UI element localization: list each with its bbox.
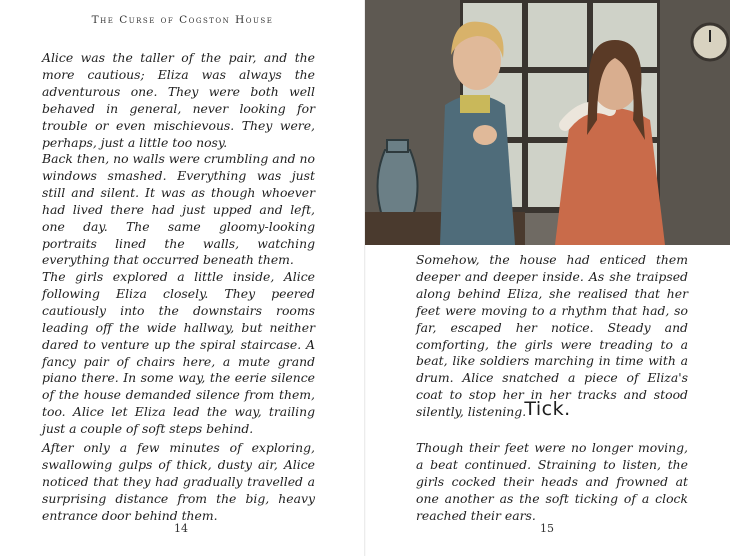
page-number-right: 15: [540, 522, 554, 535]
running-head: The Curse of Cogston House: [91, 14, 274, 26]
sound-word-tick: Tick.: [524, 398, 571, 420]
paragraph-2: Back then, no walls were crumbling and no windows smashed. Everything was just still and silent. It was as though whoever had lived there had just upped and left, one day. The same gloomy-looking portraits lined the walls, watching everything that occurred beneath them.: [42, 151, 315, 268]
illustration-two-girls-in-hallway: [365, 0, 730, 245]
paragraph-5: Somehow, the house had enticed them deeper and deeper inside. As she traipsed along behind Eliza, she realised that her feet were moving to a rhythm that had, so far, escaped her notice. Steady and comforting, the girls were treading to a beat, like soldiers marching in time with a drum. Alice snatched a piece of Eliza's coat to stop her in her tracks and stood silently, listening.: [416, 252, 688, 420]
page-number-left: 14: [174, 522, 188, 535]
paragraph-6: Though their feet were no longer moving, a beat continued. Straining to listen, the girls cocked their heads and frowned at one another as the soft ticking of a clock reached their ears.: [416, 440, 688, 523]
illustration-svg: [365, 0, 730, 245]
paragraph-1: Alice was the taller of the pair, and the more cautious; Eliza was always the adventurous one. They were both well behaved in general, never looking for trouble or even mischievous. They were, perhaps, just a little too nosy.: [42, 50, 315, 150]
paragraph-3: The girls explored a little inside, Alice following Eliza closely. They peered cautiously into the downstairs rooms leading off the wide hallway, but neither dared to venture up the spiral staircase. A fancy pair of chairs here, a mute grand piano there. In some way, the eerie silence of the house demanded silence from them, too. Alice let Eliza lead the way, trailing just a couple of soft steps behind.: [42, 269, 315, 437]
paragraph-4: After only a few minutes of exploring, swallowing gulps of thick, dusty air, Alice noticed that they had gradually travelled a surprising distance from the big, heavy entrance door behind them.: [42, 440, 315, 523]
